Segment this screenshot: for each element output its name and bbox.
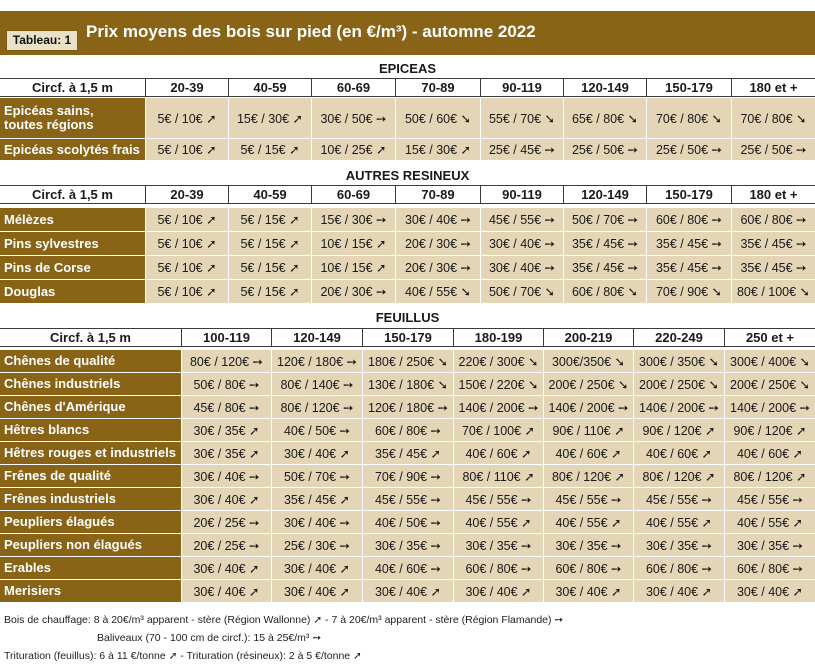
price-cell: 60€ / 80€ ➙: [453, 557, 543, 580]
column-header: 220-249: [633, 329, 724, 346]
price-cell: 300€ / 350€ ➘: [633, 350, 724, 373]
price-cell: 30€ / 40€ ➙: [480, 256, 563, 280]
column-header: 180 et +: [731, 186, 815, 203]
price-cell: 40€ / 60€ ➚: [633, 442, 724, 465]
row-label: Hêtres blancs: [0, 419, 181, 442]
row-label: Chênes d'Amérique: [0, 396, 181, 419]
price-cell: 30€ / 40€ ➚: [181, 488, 271, 511]
price-cell: 80€ / 140€ ➙: [271, 373, 362, 396]
table-row: [0, 511, 815, 534]
column-header: 20-39: [145, 79, 228, 96]
price-cell: 30€ / 40€ ➚: [362, 580, 453, 603]
section-title-feuillus: FEUILLUS: [0, 309, 815, 326]
row-label: Epicéas sains, toutes régions: [0, 98, 145, 139]
price-cell: 300€/350€ ➘: [543, 350, 633, 373]
price-cell: 35€ / 45€ ➙: [731, 232, 815, 256]
column-header: 120-149: [563, 186, 646, 203]
column-header: 90-119: [480, 79, 563, 96]
circumference-header: Circf. à 1,5 m: [32, 80, 113, 95]
price-cell: 300€ / 400€ ➘: [724, 350, 815, 373]
table-row: [0, 98, 815, 139]
price-cell: 30€ / 35€ ➚: [181, 419, 271, 442]
table-row: [0, 580, 815, 603]
price-cell: 80€ / 100€ ➘: [731, 280, 815, 304]
row-label: Merisiers: [0, 580, 181, 603]
price-cell: 30€ / 40€ ➚: [543, 580, 633, 603]
price-cell: 45€ / 55€ ➙: [453, 488, 543, 511]
price-cell: 40€ / 55€ ➚: [543, 511, 633, 534]
footnote-trituration: Trituration (feuillus): 6 à 11 €/tonne ➚ - Trituration (résineux): 2 à 5 €/tonne ➚: [4, 650, 362, 662]
column-header: 60-69: [311, 79, 395, 96]
column-header: 90-119: [480, 186, 563, 203]
circumference-header: Circf. à 1,5 m: [50, 330, 131, 345]
price-cell: 30€ / 40€ ➚: [633, 580, 724, 603]
price-cell: 50€ / 60€ ➘: [395, 98, 480, 139]
price-cell: 60€ / 80€ ➘: [563, 280, 646, 304]
price-cell: 45€ / 55€ ➙: [362, 488, 453, 511]
table-row: [0, 488, 815, 511]
row-label: Epicéas scolytés frais: [0, 139, 145, 161]
row-label: Chênes industriels: [0, 373, 181, 396]
price-cell: 20€ / 30€ ➙: [395, 256, 480, 280]
column-header-row-feuillus: [0, 328, 815, 347]
price-cell: 40€ / 55€ ➚: [453, 511, 543, 534]
price-cell: 220€ / 300€ ➘: [453, 350, 543, 373]
price-cell: 15€ / 30€ ➚: [228, 98, 311, 139]
row-label: Hêtres rouges et industriels: [0, 442, 181, 465]
price-cell: 10€ / 25€ ➚: [311, 139, 395, 161]
column-header: 40-59: [228, 186, 311, 203]
row-label: Pins sylvestres: [0, 232, 145, 256]
price-cell: 40€ / 55€ ➚: [633, 511, 724, 534]
price-cell: 140€ / 200€ ➙: [633, 396, 724, 419]
price-cell: 40€ / 50€ ➙: [362, 511, 453, 534]
price-cell: 30€ / 40€ ➚: [724, 580, 815, 603]
row-label: Erables: [0, 557, 181, 580]
price-cell: 60€ / 80€ ➙: [646, 208, 731, 232]
column-header: 20-39: [145, 186, 228, 203]
price-cell: 120€ / 180€ ➙: [362, 396, 453, 419]
column-header: 150-179: [646, 186, 731, 203]
table-title: Prix moyens des bois sur pied (en €/m³) - automne 2022: [86, 22, 536, 41]
circumference-header: Circf. à 1,5 m: [32, 187, 113, 202]
price-cell: 35€ / 45€ ➙: [646, 256, 731, 280]
price-cell: 140€ / 200€ ➙: [453, 396, 543, 419]
row-label: Pins de Corse: [0, 256, 145, 280]
price-cell: 15€ / 30€ ➚: [395, 139, 480, 161]
column-header: 250 et +: [724, 329, 815, 346]
price-cell: 35€ / 45€ ➚: [271, 488, 362, 511]
table-row: [0, 280, 815, 304]
price-cell: 200€ / 250€ ➘: [633, 373, 724, 396]
price-cell: 45€ / 55€ ➙: [543, 488, 633, 511]
price-cell: 200€ / 250€ ➘: [543, 373, 633, 396]
price-cell: 30€ / 35€ ➙: [543, 534, 633, 557]
price-cell: 30€ / 35€ ➙: [362, 534, 453, 557]
price-cell: 30€ / 35€ ➙: [453, 534, 543, 557]
price-cell: 50€ / 70€ ➙: [271, 465, 362, 488]
price-cell: 5€ / 10€ ➚: [145, 256, 228, 280]
price-cell: 30€ / 35€ ➙: [633, 534, 724, 557]
price-cell: 40€ / 60€ ➙: [362, 557, 453, 580]
table-row: [0, 396, 815, 419]
price-cell: 80€ / 120€ ➚: [633, 465, 724, 488]
price-cell: 60€ / 80€ ➙: [724, 557, 815, 580]
table-row: [0, 465, 815, 488]
price-cell: 130€ / 180€ ➘: [362, 373, 453, 396]
table-row: [0, 232, 815, 256]
price-cell: 25€ / 50€ ➙: [646, 139, 731, 161]
row-label: Frênes industriels: [0, 488, 181, 511]
column-header-row-resineux: [0, 185, 815, 204]
price-cell: 30€ / 40€ ➚: [271, 557, 362, 580]
price-cell: 25€ / 30€ ➙: [271, 534, 362, 557]
price-cell: 35€ / 45€ ➙: [646, 232, 731, 256]
price-cell: 30€ / 40€ ➚: [453, 580, 543, 603]
price-cell: 30€ / 40€ ➙: [480, 232, 563, 256]
table-row: [0, 256, 815, 280]
price-cell: 40€ / 60€ ➚: [453, 442, 543, 465]
price-cell: 20€ / 30€ ➙: [311, 280, 395, 304]
price-cell: 90€ / 110€ ➚: [543, 419, 633, 442]
price-cell: 30€ / 40€ ➙: [395, 208, 480, 232]
price-cell: 50€ / 80€ ➙: [181, 373, 271, 396]
table-row: [0, 208, 815, 232]
table-row: [0, 350, 815, 373]
price-cell: 30€ / 40€ ➙: [181, 465, 271, 488]
price-cell: 40€ / 60€ ➚: [724, 442, 815, 465]
column-header: 150-179: [646, 79, 731, 96]
price-cell: 5€ / 10€ ➚: [145, 208, 228, 232]
row-label: Peupliers élagués: [0, 511, 181, 534]
price-cell: 60€ / 80€ ➙: [731, 208, 815, 232]
price-cell: 40€ / 50€ ➙: [271, 419, 362, 442]
price-cell: 25€ / 50€ ➙: [731, 139, 815, 161]
column-header: 180 et +: [731, 79, 815, 96]
price-cell: 70€ / 90€ ➙: [362, 465, 453, 488]
column-header: 120-149: [563, 79, 646, 96]
column-header: 120-149: [271, 329, 362, 346]
price-cell: 150€ / 220€ ➘: [453, 373, 543, 396]
price-cell: 30€ / 35€ ➚: [181, 442, 271, 465]
table-row: [0, 139, 815, 161]
price-cell: 70€ / 100€ ➚: [453, 419, 543, 442]
price-cell: 40€ / 55€ ➘: [395, 280, 480, 304]
price-cell: 65€ / 80€ ➘: [563, 98, 646, 139]
price-cell: 70€ / 90€ ➘: [646, 280, 731, 304]
price-cell: 60€ / 80€ ➙: [633, 557, 724, 580]
price-cell: 30€ / 35€ ➙: [724, 534, 815, 557]
price-cell: 35€ / 45€ ➚: [362, 442, 453, 465]
price-cell: 40€ / 55€ ➚: [724, 511, 815, 534]
price-cell: 60€ / 80€ ➙: [362, 419, 453, 442]
price-cell: 5€ / 15€ ➚: [228, 208, 311, 232]
price-cell: 140€ / 200€ ➙: [724, 396, 815, 419]
price-cell: 40€ / 60€ ➚: [543, 442, 633, 465]
column-header: 60-69: [311, 186, 395, 203]
price-cell: 120€ / 180€ ➙: [271, 350, 362, 373]
price-cell: 5€ / 15€ ➚: [228, 280, 311, 304]
price-cell: 80€ / 120€ ➙: [271, 396, 362, 419]
price-cell: 30€ / 40€ ➙: [271, 511, 362, 534]
price-cell: 30€ / 40€ ➚: [271, 442, 362, 465]
footnotes: [0, 608, 815, 669]
price-cell: 30€ / 50€ ➙: [311, 98, 395, 139]
table-row: [0, 419, 815, 442]
table-row: [0, 442, 815, 465]
column-header: 70-89: [395, 186, 480, 203]
table-row: [0, 557, 815, 580]
price-cell: 80€ / 120€ ➙: [181, 350, 271, 373]
price-cell: 45€ / 55€ ➙: [633, 488, 724, 511]
price-cell: 35€ / 45€ ➙: [563, 256, 646, 280]
column-header: 200-219: [543, 329, 633, 346]
row-label: Frênes de qualité: [0, 465, 181, 488]
footnote-baliveaux: Baliveaux (70 - 100 cm de circf.): 15 à 25€/m³ ➙: [97, 632, 322, 644]
price-cell: 30€ / 40€ ➚: [181, 557, 271, 580]
price-cell: 5€ / 10€ ➚: [145, 232, 228, 256]
price-cell: 20€ / 30€ ➙: [395, 232, 480, 256]
price-cell: 70€ / 80€ ➘: [646, 98, 731, 139]
price-cell: 10€ / 15€ ➚: [311, 232, 395, 256]
price-cell: 35€ / 45€ ➙: [731, 256, 815, 280]
price-cell: 20€ / 25€ ➙: [181, 511, 271, 534]
price-cell: 15€ / 30€ ➙: [311, 208, 395, 232]
price-cell: 55€ / 70€ ➘: [480, 98, 563, 139]
column-header: 40-59: [228, 79, 311, 96]
price-cell: 80€ / 110€ ➚: [453, 465, 543, 488]
price-cell: 90€ / 120€ ➚: [724, 419, 815, 442]
price-cell: 80€ / 120€ ➚: [724, 465, 815, 488]
price-cell: 5€ / 10€ ➚: [145, 139, 228, 161]
price-cell: 90€ / 120€ ➚: [633, 419, 724, 442]
price-cell: 50€ / 70€ ➘: [480, 280, 563, 304]
section-title-epiceas: EPICEAS: [0, 60, 815, 77]
row-label: Douglas: [0, 280, 145, 304]
section-title-resineux: AUTRES RESINEUX: [0, 167, 815, 184]
price-cell: 30€ / 40€ ➚: [271, 580, 362, 603]
price-cell: 5€ / 15€ ➚: [228, 232, 311, 256]
price-cell: 60€ / 80€ ➙: [543, 557, 633, 580]
price-cell: 30€ / 40€ ➚: [181, 580, 271, 603]
price-cell: 20€ / 25€ ➙: [181, 534, 271, 557]
price-cell: 5€ / 10€ ➚: [145, 98, 228, 139]
price-cell: 50€ / 70€ ➙: [563, 208, 646, 232]
price-cell: 45€ / 80€ ➙: [181, 396, 271, 419]
price-cell: 45€ / 55€ ➙: [480, 208, 563, 232]
price-cell: 10€ / 15€ ➚: [311, 256, 395, 280]
footnote-firewood: Bois de chauffage: 8 à 20€/m³ apparent - stère (Région Wallonne) ➚ - 7 à 20€/m³ apparent - stère (Région Flamande) ➙: [4, 614, 564, 626]
column-header-row-epiceas: [0, 78, 815, 97]
price-cell: 35€ / 45€ ➙: [563, 232, 646, 256]
price-cell: 140€ / 200€ ➙: [543, 396, 633, 419]
column-header: 70-89: [395, 79, 480, 96]
column-header: 100-119: [181, 329, 271, 346]
row-label: Mélèzes: [0, 208, 145, 232]
price-cell: 25€ / 50€ ➙: [563, 139, 646, 161]
price-cell: 70€ / 80€ ➘: [731, 98, 815, 139]
price-cell: 5€ / 10€ ➚: [145, 280, 228, 304]
price-cell: 200€ / 250€ ➘: [724, 373, 815, 396]
row-label: Peupliers non élagués: [0, 534, 181, 557]
price-cell: 5€ / 15€ ➚: [228, 256, 311, 280]
column-header: 180-199: [453, 329, 543, 346]
column-header: 150-179: [362, 329, 453, 346]
price-cell: 180€ / 250€ ➘: [362, 350, 453, 373]
table-header: [0, 0, 815, 58]
table-row: [0, 373, 815, 396]
price-cell: 80€ / 120€ ➚: [543, 465, 633, 488]
table-number-tag: Tableau: 1: [6, 30, 78, 51]
table-row: [0, 534, 815, 557]
price-cell: 25€ / 45€ ➙: [480, 139, 563, 161]
price-cell: 45€ / 55€ ➙: [724, 488, 815, 511]
row-label: Chênes de qualité: [0, 350, 181, 373]
price-cell: 5€ / 15€ ➚: [228, 139, 311, 161]
